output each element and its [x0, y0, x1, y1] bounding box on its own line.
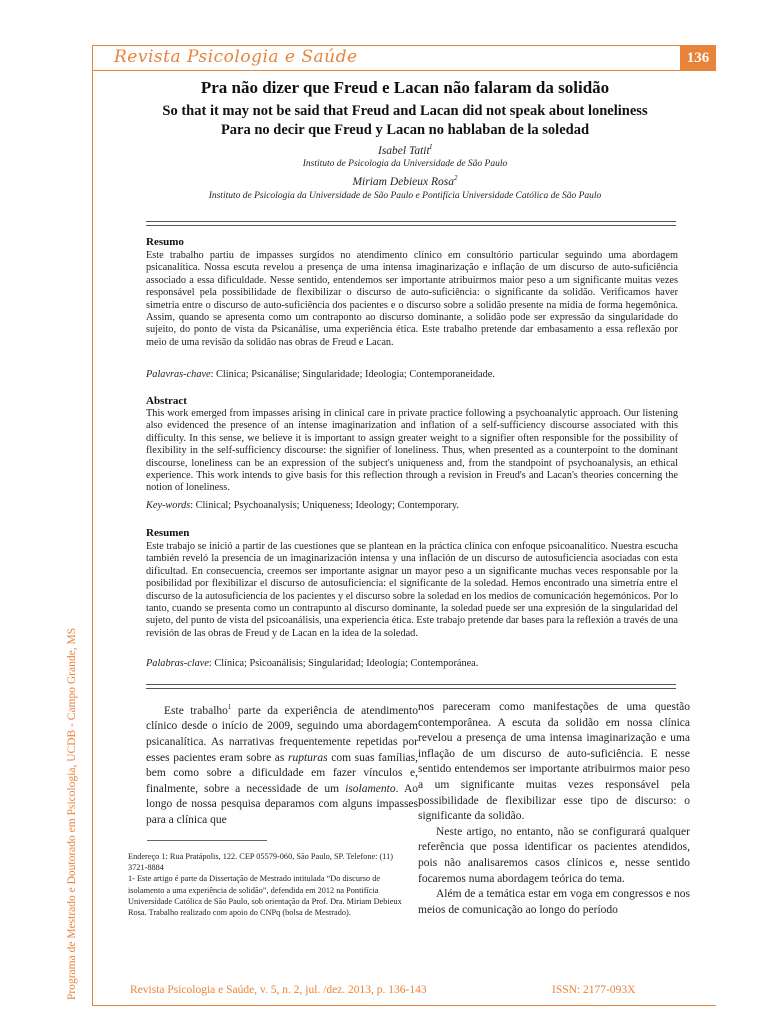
page-number: 136 — [680, 45, 716, 71]
body-column-right — [418, 700, 690, 918]
journal-name: Revista Psicologia e Saúde — [114, 47, 358, 67]
footnote-address: Endereço 1: Rua Pratápolis, 122. CEP 05579-060, São Paulo, SP. Telefone: (11) 3721-8884 — [128, 852, 394, 873]
article-title-en: So that it may not be said that Freud and Lacan did not speak about loneliness — [162, 103, 648, 119]
resumen-body: Este trabajo se inició a partir de las cuestiones que se plantean en la práctica clínica con enfoque psicoanalítico. Nuestra escucha también reveló la presencia de un imaginarización intensa y una inflación de un discurso de autosuficiencia asociadas con esta dificultad. En consecuencia, creemos ser importante asignar un mayor peso a un significante muchas veces responsable por la posibilidad por flexibilizar el discurso de autosuficiencia: el significante de la soledad. Hemos encontrado una simetría entre el discurso de la autosuficiencia de los pacientes y el discurso sobre la soledad en los medios de comunicación hegemónicos. Por lo tanto, cuando se presenta como un contrapunto al discurso dominante, la soledad puede ser una expresión de la singularidad del sujeto, del punto de vista del psicoanálisis, una experiencia ética. Este trabajo pretende dar bases para la reflexión a través de una revisión de las obras de Freud y de Lacan en la idea de la soledad. — [146, 541, 678, 639]
footer-issn: ISSN: 2177-093X — [552, 984, 636, 996]
footer-rule — [92, 1005, 716, 1006]
affiliation-1: Instituto de Psicologia da Universidade de São Paulo — [302, 159, 508, 169]
body-column-left — [146, 700, 418, 829]
article-title-pt: Pra não dizer que Freud e Lacan não falaram da solidão — [200, 78, 610, 97]
resumo-heading: Resumo — [146, 236, 184, 248]
body-paragraph: Este trabalho$^1$ parte da experiência de atendimento clínico desde o início de 2009, seguindo uma abordagem psicanalítica. As narrativas frequentemente repetidas por esses pacientes eram sobre as rupturas com suas famílias, bem como sobre a dificuldade em fazer vínculos e, finalmente, sobre a necessidade de um isolamento. Ao longo de nossa pesquisa deparamos com alguns impasses para a clínica que — [146, 703, 419, 826]
author-2: Miriam Debieux Rosa$^2$ — [352, 174, 458, 188]
footer-citation: Revista Psicologia e Saúde, v. 5, n. 2, jul. /dez. 2013, p. 136-143 — [130, 984, 427, 996]
resumo-keywords: Palavras-chave: Clínica; Psicanálise; Singularidade; Ideologia; Contemporaneidade. — [146, 369, 495, 380]
abstract-heading: Abstract — [146, 395, 187, 407]
resumo-body: Este trabalho partiu de impasses surgidos no atendimento clínico em consultório particular seguindo uma abordagem psicanalítica. Nossa escuta revelou a presença de uma intensa imaginarização e inflação de um discurso de auto-suficiência associado a essa dificuldade. Nesse sentido, entendemos ser importante atribuirmos maior peso a um significante muitas vezes responsável pela possibilidade de flexibilizar o discurso de auto-suficiência: o significante da solidão. Verificamos haver simetria entre o discurso de auto-suficiência dos pacientes e o discurso sobre a solidão presente na mídia de forma hegemônica. Assim, quando se apresenta como um contraponto ao discurso dominante, a solidão pode ser expressão da singularidade do sujeito, do ponto de vista da Psicanálise, uma experiência ética. Este trabalho pretende dar embasamento a essa reflexão por meio de uma revisão da solidão nas obras de Freud e Lacan. — [146, 250, 678, 348]
side-program-note: Programa de Mestrado e Doutorado em Psicologia, UCDB - Campo Grande, MS — [66, 627, 78, 1000]
body-paragraph: nos pareceram como manifestações de uma questão contemporânea. A escuta da solidão em nossa clínica revelou a presença de uma intensa imaginarização e uma inflação de um discurso de auto-suficiência. E nesse sentido entendemos ser importante atribuirmos maior peso a um significante muitas vezes responsável pela possibilidade de flexibilizar esse tipo de discurso: o significante da solidão. — [418, 701, 690, 823]
divider-bottom — [146, 684, 676, 689]
article-title-es: Para no decir que Freud y Lacan no hablaban de la soledad — [220, 122, 590, 138]
abstract-keywords: Key-words: Clinical; Psychoanalysis; Uniqueness; Ideology; Contemporary. — [146, 500, 459, 511]
abstract-body: This work emerged from impasses arising in clinical care in private practice following a psychoanalytic approach. Our listening also evidenced the presence of an intense imaginarization and inflation of a self-sufficiency discourse associated with this difficulty. In this sense, we believe it is important to assign greater weight to a signifier often responsible for the possibility of flexibility in the self-sufficiency discourse: the signifier of loneliness. Thus, when presented as a counterpoint to the dominant discourse, loneliness can be an expression of the subject's uniqueness and, from the standpoint of psychoanalysis, an ethical experience. This work intends to give basis for this reflection through a revision in Freud's and Lacan's theories concerning the notion of loneliness. — [146, 408, 678, 494]
footnotes — [128, 851, 404, 918]
footnote-rule — [147, 840, 267, 841]
author-1: Isabel Tatit$^I$ — [378, 143, 432, 157]
affiliation-2: Instituto de Psicologia da Universidade de São Paulo e Pontifícia Universidade Católica de São Paulo — [208, 191, 602, 201]
footnote-1: 1- Este artigo é parte da Dissertação de Mestrado intitulada “Do discurso de isolamento a uma experiência de solidão”, defendida em 2012 na Pontifícia Universidade Católica de São Paulo, sob orientação da Prof. Dra. Miriam Debieux Rosa. Trabalho realizado com apoio do CNPq (bolsa de Mestrado). — [128, 874, 402, 918]
resumen-heading: Resumen — [146, 527, 190, 539]
divider-top — [146, 221, 676, 226]
resumen-keywords: Palabras-clave: Clínica; Psicoanálisis; Singularidad; Ideología; Contemporánea. — [146, 658, 479, 669]
body-paragraph: Neste artigo, no entanto, não se configurará qualquer referência que possa identificar os pacientes atendidos, pois não analisaremos casos clínicos e, nesse sentido focaremos numa abordagem teórica do tema. — [418, 825, 690, 885]
body-paragraph: Além de a temática estar em voga em congressos e nos meios de comunicação ao longo do período — [418, 888, 690, 916]
side-rule — [92, 45, 93, 1005]
